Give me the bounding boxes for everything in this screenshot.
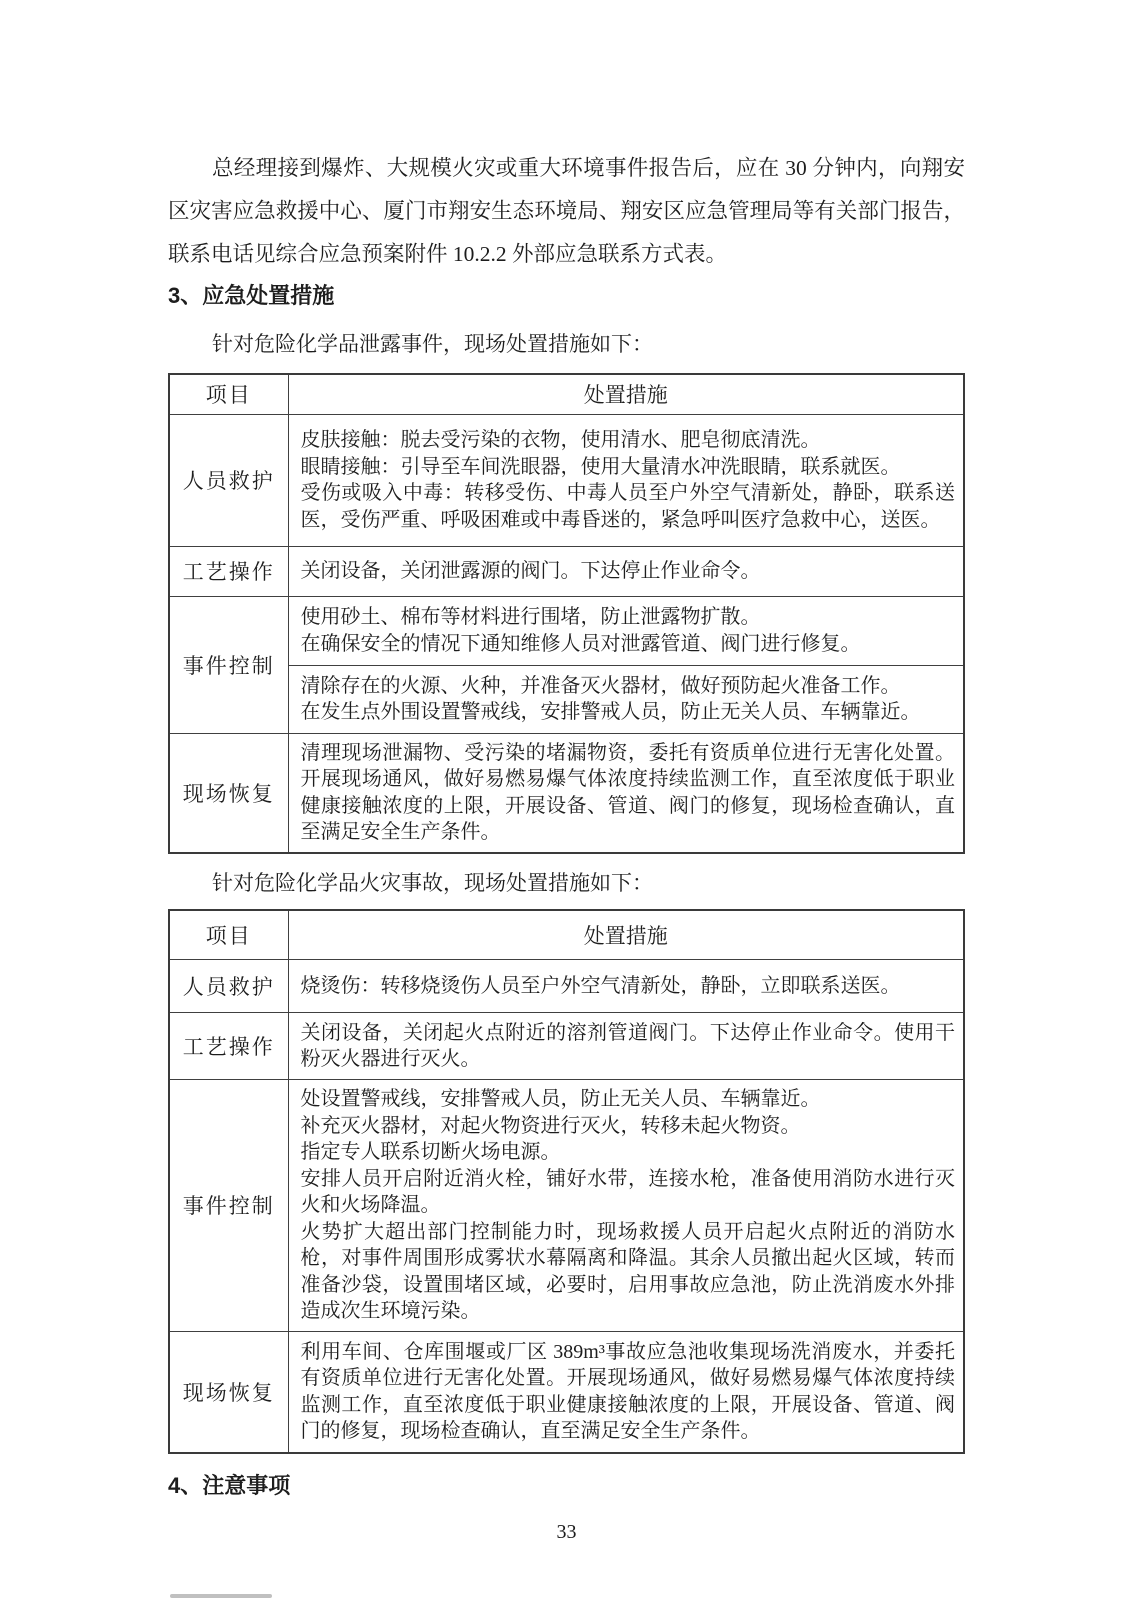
measure-item: 安排人员开启附近消火栓，铺好水带，连接水枪，准备使用消防水进行灭火和火场降温。 (300, 1167, 955, 1216)
column-header-measures: 处置措施 (288, 374, 964, 414)
table-row-personnel-rescue (169, 960, 964, 1013)
row-label: 工艺操作 (169, 546, 288, 596)
row-label: 现场恢复 (169, 1331, 288, 1453)
table-header-row (169, 910, 964, 960)
measure-item: 指定专人联系切断火场电源。 (300, 1141, 561, 1163)
table-row-personnel-rescue (169, 414, 964, 546)
table-row-incident-control-cont (169, 665, 964, 733)
measure-item: 使用砂土、棉布等材料进行围堵，防止泄露物扩散。 (300, 606, 761, 628)
column-header-item: 项目 (169, 374, 288, 414)
row-label: 人员救护 (169, 960, 288, 1013)
row-content (288, 596, 964, 665)
scan-artifact (170, 1594, 272, 1598)
measure-item: 烧烫伤：转移烧烫伤人员至户外空气清新处，静卧，立即联系送医。 (300, 974, 901, 997)
table-row-incident-control (169, 1080, 964, 1332)
measure-item: 在发生点外围设置警戒线，安排警戒人员，防止无关人员、车辆靠近。 (300, 701, 921, 723)
table-row-process-operation (169, 1013, 964, 1080)
spill-table-intro: 针对危险化学品泄露事件，现场处置措施如下： (212, 332, 653, 356)
row-content (288, 665, 964, 733)
measure-item: 眼睛接触：引导至车间洗眼器，使用大量清水冲洗眼睛，联系就医。 (300, 455, 901, 478)
row-label: 事件控制 (169, 1080, 288, 1332)
fire-measures-table (168, 909, 965, 1455)
measure-item: 火势扩大超出部门控制能力时，现场救援人员开启起火点附近的消防水枪，对事件周围形成雾状水幕隔离和降温。其余人员撤出起火区域，转而准备沙袋，设置围堵区域，必要时，启用事故应急池，防止洗消废水外排造成次生环境污染。 (300, 1220, 955, 1322)
row-content (288, 733, 964, 853)
intro-paragraph: 总经理接到爆炸、大规模火灾或重大环境事件报告后，应在 30 分钟内，向翔安区灾害应急救援中心、厦门市翔安生态环境局、翔安区应急管理局等有关部门报告，联系电话见综合应急预案附件 10.2.2 外部应急联系方式表。 (168, 156, 965, 266)
row-content (288, 414, 964, 546)
row-content (288, 960, 964, 1013)
column-header-measures: 处置措施 (288, 910, 964, 960)
row-content (288, 1013, 964, 1080)
measure-item: 在确保安全的情况下通知维修人员对泄露管道、阀门进行修复。 (300, 632, 861, 655)
table-row-site-recovery (169, 733, 964, 853)
row-label: 工艺操作 (169, 1013, 288, 1080)
section-3-heading: 3、应急处置措施 (168, 283, 335, 308)
measure-item: 清理现场泄漏物、受污染的堵漏物资，委托有资质单位进行无害化处置。开展现场通风，做好易燃易爆气体浓度持续监测工作，直至浓度低于职业健康接触浓度的上限，开展设备、管道、阀门的修复，现场检查确认，直至满足安全生产条件。 (300, 741, 955, 843)
measure-item: 清除存在的火源、火种，并准备灭火器材，做好预防起火准备工作。 (300, 674, 901, 697)
row-content (288, 1080, 964, 1332)
table-row-process-operation (169, 546, 964, 596)
table-header-row (169, 374, 964, 414)
table-row-incident-control (169, 596, 964, 665)
page-content (168, 0, 965, 1545)
row-label: 人员救护 (169, 414, 288, 546)
section-4-heading: 4、注意事项 (168, 1473, 291, 1498)
column-header-item: 项目 (169, 910, 288, 960)
measure-item: 受伤或吸入中毒：转移受伤、中毒人员至户外空气清新处，静卧，联系送医，受伤严重、呼吸困难或中毒昏迷的，紧急呼叫医疗急救中心，送医。 (300, 482, 955, 531)
measure-item: 关闭设备，关闭泄露源的阀门。下达停止作业命令。 (300, 559, 761, 582)
page-number: 33 (556, 1521, 577, 1543)
row-content (288, 546, 964, 596)
measure-item: 关闭设备，关闭起火点附近的溶剂管道阀门。下达停止作业命令。使用干粉灭火器进行灭火。 (300, 1021, 955, 1070)
measure-item: 补充灭火器材，对起火物资进行灭火，转移未起火物资。 (300, 1114, 801, 1137)
fire-table-intro: 针对危险化学品火灾事故，现场处置措施如下： (212, 870, 653, 895)
measure-item: 皮肤接触：脱去受污染的衣物，使用清水、肥皂彻底清洗。 (300, 429, 821, 451)
row-label: 现场恢复 (169, 733, 288, 853)
spill-measures-table (168, 373, 965, 854)
row-content (288, 1331, 964, 1453)
table-row-site-recovery (169, 1331, 964, 1453)
measure-item: 利用车间、仓库围堰或厂区 389m³事故应急池收集现场洗消废水，并委托有资质单位进行无害化处置。开展现场通风，做好易燃易爆气体浓度持续监测工作，直至浓度低于职业健康接触浓度的上限，开展设备、管道、阀门的修复，现场检查确认，直至满足安全生产条件。 (300, 1340, 955, 1443)
measure-item: 处设置警戒线，安排警戒人员，防止无关人员、车辆靠近。 (300, 1088, 821, 1110)
row-label: 事件控制 (169, 596, 288, 733)
